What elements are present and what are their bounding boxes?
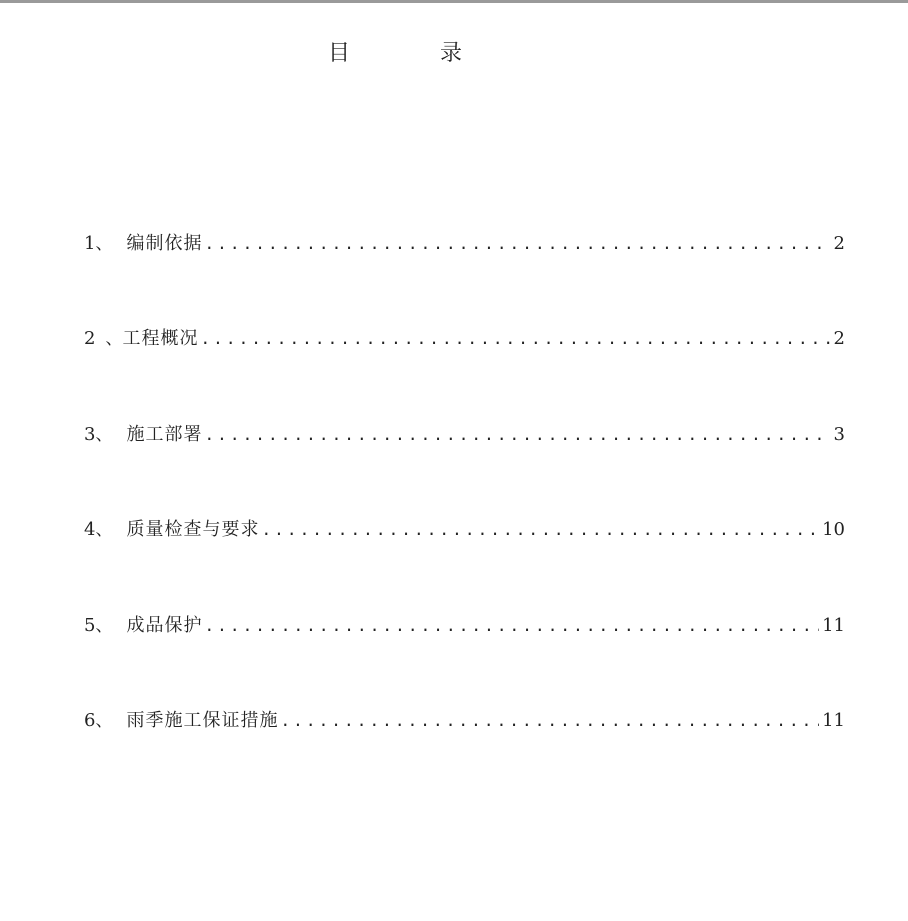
toc-entry-separator: 、 (95, 234, 113, 254)
toc-dot-leader (261, 515, 819, 545)
toc-entry-number: 2 (84, 328, 96, 350)
toc-entry-label: 工程概况 (122, 328, 199, 350)
toc-entry-number: 4 (84, 519, 96, 541)
toc-entry-4[interactable] (84, 515, 845, 545)
toc-entry-label: 雨季施工保证措施 (126, 709, 279, 731)
toc-entry-number: 1 (84, 233, 96, 254)
toc-entry-label: 质量检查与要求 (126, 519, 260, 541)
toc-entry-label: 成品保护 (126, 614, 203, 636)
toc-entry-label: 施工部署 (126, 423, 203, 445)
toc-entry-page: 10 (822, 519, 845, 541)
toc-entry-1[interactable] (84, 229, 845, 259)
toc-dot-leader (204, 229, 830, 259)
toc-dot-leader (200, 324, 830, 354)
toc-dot-leader (204, 420, 830, 450)
toc-entry-separator: 、 (95, 520, 113, 541)
toc-entry-page: 11 (822, 709, 845, 731)
toc-dot-leader (280, 706, 819, 736)
page-title: 目 录 (327, 41, 496, 66)
toc-entry-separator: 、 (95, 615, 113, 636)
table-of-contents (84, 229, 845, 736)
toc-dot-leader (204, 611, 819, 641)
toc-entry-label: 编制依据 (126, 233, 203, 254)
toc-entry-page: 3 (833, 423, 845, 445)
toc-entry-5[interactable] (84, 611, 845, 641)
toc-entry-separator: 、 (105, 329, 123, 350)
toc-entry-3[interactable] (84, 420, 845, 450)
toc-entry-number: 6 (84, 709, 96, 731)
toc-entry-page: 2 (833, 233, 845, 254)
toc-entry-number: 3 (84, 423, 96, 445)
toc-entry-number: 5 (84, 614, 96, 636)
toc-entry-6[interactable] (84, 706, 845, 736)
toc-entry-separator: 、 (95, 424, 113, 445)
toc-entry-2[interactable] (84, 324, 845, 354)
top-border (0, 0, 908, 3)
toc-entry-separator: 、 (95, 710, 113, 731)
toc-entry-page: 11 (822, 614, 845, 636)
toc-entry-page: 2 (833, 328, 845, 350)
